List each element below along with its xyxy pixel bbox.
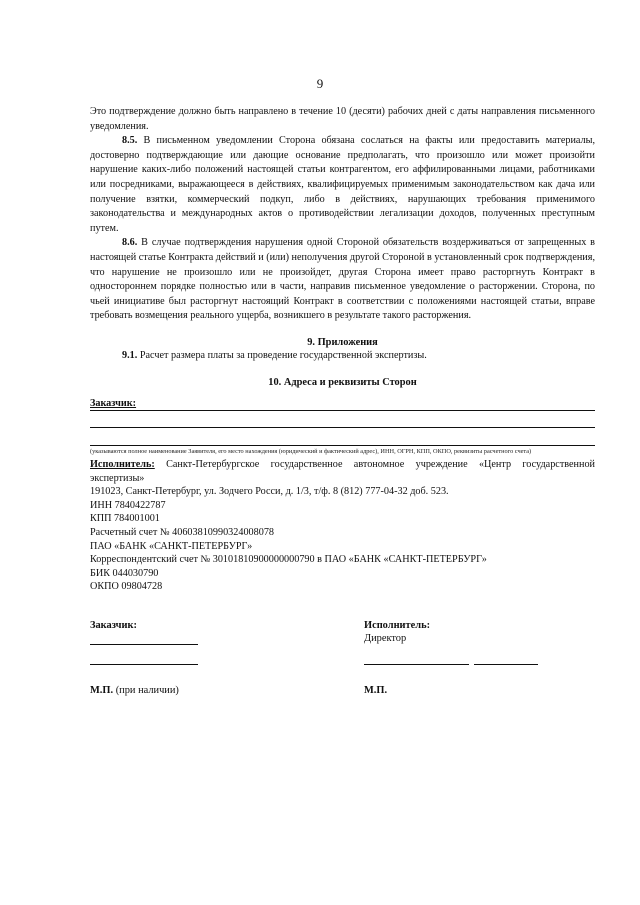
clause-8-6-text: В случае подтверждения нарушения одной Стороной обязательств воздерживаться от запрещенных в настоящей статье Контракта действий и (или) неполучения другой Стороной в установленный срок подтверждения, что нарушение не произошло или не произойдет, другая Сторона имеет право расторгнуть Контракт в одностороннем порядке полностью или в части, направив письменное уведомление о расторжении. Сторона, по чьей инициативе был расторгнут настоящий Контракт в соответствии с положениями настоящей статьи, вправе требовать возмещения реального ущерба, возникшего в результате такого расторжения. [90,237,595,322]
executor-kpp: КПП 784001001 [90,513,160,525]
executor-label: Исполнитель: [90,459,155,471]
customer-heading [90,397,595,411]
section-10-title: 10. Адреса и реквизиты Сторон [268,376,417,388]
executor-heading [90,458,595,485]
item-9-1 [90,349,595,364]
customer-line-2 [90,427,595,428]
stamp-executor: М.П. [364,685,388,696]
executor-account: Расчетный счет № 40603810990324008078 [90,527,275,539]
customer-fill-note: (указываются полное наименование Заявителя, его место нахождения (юридический и фактический адрес), ИНН, ОГРН, КПП, ОКПО, реквизиты расчетного счета) [90,448,532,456]
document-body [90,100,595,594]
executor-details [90,485,595,594]
signature-executor-name-line [474,664,538,665]
executor-bik: БИК 044030790 [90,567,159,579]
clause-8-6 [90,236,595,324]
clause-8-6-number: 8.6. [122,237,138,249]
clause-8-5 [90,134,595,236]
signature-customer-line-1 [90,644,198,645]
section-9-title: 9. Приложения [307,336,378,348]
executor-inn: ИНН 7840422787 [90,499,166,511]
signature-executor-label: Исполнитель: [364,620,431,631]
executor-address: 191023, Санкт-Петербург, ул. Зодчего Росси, д. 1/3, т/ф. 8 (812) 777-04-32 доб. 523. [90,486,449,498]
stamp-customer-note: (при наличии) [113,685,179,696]
customer-line-3 [90,445,595,446]
page-number: 9 [316,76,324,91]
customer-label: Заказчик: [90,397,137,409]
executor-bank: ПАО «БАНК «САНКТ-ПЕТЕРБУРГ» [90,540,253,552]
signature-customer-label: Заказчик: [90,620,137,631]
stamp-customer-label: М.П. [90,685,114,696]
executor-corr-account: Корреспондентский счет № 30101810900000000790 в ПАО «БАНК «САНКТ-ПЕТЕРБУРГ» [90,554,487,566]
stamp-customer [90,685,179,696]
clause-8-5-text: В письменном уведомлении Сторона обязана сослаться на факты или предоставить материалы, достоверно подтверждающие или дающие основание предполагать, что произошло или может произойти нарушение каких-либо положений настоящей статьи контрагентом, его аффилированными лицами, работниками или посредниками, выражающееся в действиях, квалифицируемых применимым законодательством как дача или получение взятки, коммерческий подкуп, либо в действиях, нарушающих требования применимого законодательства и международных актов о противодействии легализации доходов, полученных преступным путем. [90,135,595,234]
confirmation-paragraph: Это подтверждение должно быть направлено в течение 10 (десяти) рабочих дней с даты направления письменного уведомления. [90,106,595,132]
item-9-1-number: 9.1. [122,349,138,361]
customer-line-1 [90,410,595,411]
executor-okpo: ОКПО 09804728 [90,581,163,593]
executor-name: Санкт-Петербургское государственное автономное учреждение «Центр государственной экспертизы» [90,459,595,484]
signature-executor-position: Директор [364,633,407,644]
signature-executor-line [364,664,469,665]
item-9-1-text: Расчет размера платы за проведение государственной экспертизы. [137,349,427,361]
clause-8-5-number: 8.5. [122,135,138,147]
signature-customer-line-2 [90,664,198,665]
